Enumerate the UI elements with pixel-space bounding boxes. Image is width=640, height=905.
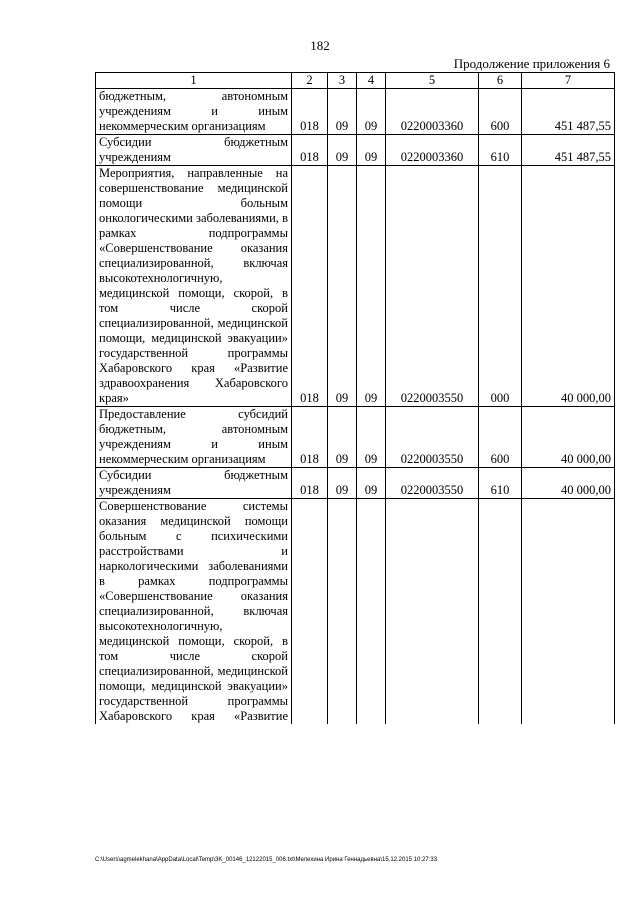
cell-subsection: 09 — [357, 468, 386, 499]
cell-expense-type: 600 — [479, 89, 522, 135]
row-description: Мероприятия, направленные на совершенствование медицинской помощи больным онкологическими заболеваниями, в рамках подпрограммы «Совершенствование оказания специализированной, включая высокотехнологичную, медицинской помощи, скорой, в том числе скорой специализированной, медицинской помощи, медицинской эвакуации» государственной программы Хабаровского края «Развитие здравоохранения Хабаровского края» — [96, 166, 292, 407]
cell-ministry: 018 — [292, 407, 328, 468]
row-description: Субсидии бюджетным учреждениям — [96, 468, 292, 499]
cell-expense-type: 610 — [479, 468, 522, 499]
cell-section: 09 — [328, 407, 357, 468]
cell-amount: 40 000,00 — [522, 468, 615, 499]
cell-ministry: 018 — [292, 166, 328, 407]
table-row — [96, 468, 615, 499]
table-row — [96, 89, 615, 135]
cell-subsection: 09 — [357, 135, 386, 166]
table-row — [96, 135, 615, 166]
table-row — [96, 166, 615, 407]
cell-amount: 451 487,55 — [522, 135, 615, 166]
page-number: 182 — [310, 38, 330, 53]
cell-ministry — [292, 499, 328, 725]
cell-amount — [522, 499, 615, 725]
cell-target-article — [386, 499, 479, 725]
cell-subsection: 09 — [357, 407, 386, 468]
row-description: бюджетным, автономным учреждениям и иным некоммерческим организациям — [96, 89, 292, 135]
cell-section: 09 — [328, 135, 357, 166]
cell-ministry: 018 — [292, 89, 328, 135]
cell-subsection: 09 — [357, 89, 386, 135]
cell-section: 09 — [328, 166, 357, 407]
cell-ministry: 018 — [292, 468, 328, 499]
cell-section: 09 — [328, 89, 357, 135]
budget-table — [95, 72, 615, 724]
header-col-5: 5 — [386, 73, 479, 89]
cell-amount: 40 000,00 — [522, 166, 615, 407]
header-col-7: 7 — [522, 73, 615, 89]
row-description: Субсидии бюджетным учреждениям — [96, 135, 292, 166]
row-description: Совершенствование системы оказания медицинской помощи больным с психическими расстройствами и наркологическими заболеваниями в рамках подпрограммы «Совершенствование оказания специализированной, включая высокотехнологичную, медицинской помощи, скорой, в том числе скорой специализированной, медицинской помощи, медицинской эвакуации» государственной программы Хабаровского края «Развитие — [96, 499, 292, 725]
header-row — [96, 73, 615, 89]
header-col-2: 2 — [292, 73, 328, 89]
cell-amount: 40 000,00 — [522, 407, 615, 468]
cell-section: 09 — [328, 468, 357, 499]
header-col-3: 3 — [328, 73, 357, 89]
cell-expense-type: 610 — [479, 135, 522, 166]
cell-section — [328, 499, 357, 725]
header-col-1: 1 — [96, 73, 292, 89]
row-description: Предоставление субсидий бюджетным, автономным учреждениям и иным некоммерческим организациям — [96, 407, 292, 468]
cell-target-article: 0220003360 — [386, 89, 479, 135]
table-row — [96, 499, 615, 725]
cell-expense-type: 600 — [479, 407, 522, 468]
cell-target-article: 0220003550 — [386, 166, 479, 407]
header-col-6: 6 — [479, 73, 522, 89]
cell-target-article: 0220003550 — [386, 407, 479, 468]
continuation-label: Продолжение приложения 6 — [453, 56, 610, 71]
cell-target-article: 0220003550 — [386, 468, 479, 499]
table-row — [96, 407, 615, 468]
cell-target-article: 0220003360 — [386, 135, 479, 166]
cell-ministry: 018 — [292, 135, 328, 166]
cell-amount: 451 487,55 — [522, 89, 615, 135]
cell-expense-type: 000 — [479, 166, 522, 407]
cell-subsection — [357, 499, 386, 725]
cell-expense-type — [479, 499, 522, 725]
header-col-4: 4 — [357, 73, 386, 89]
file-path-footer: C:\Users\agmelekhana\AppData\Local\Temp\3K_00146_12122015_006.txt\Мелехина Ирина Геннадьевна\15.12.2015 10:27:33 — [95, 857, 438, 863]
cell-subsection: 09 — [357, 166, 386, 407]
